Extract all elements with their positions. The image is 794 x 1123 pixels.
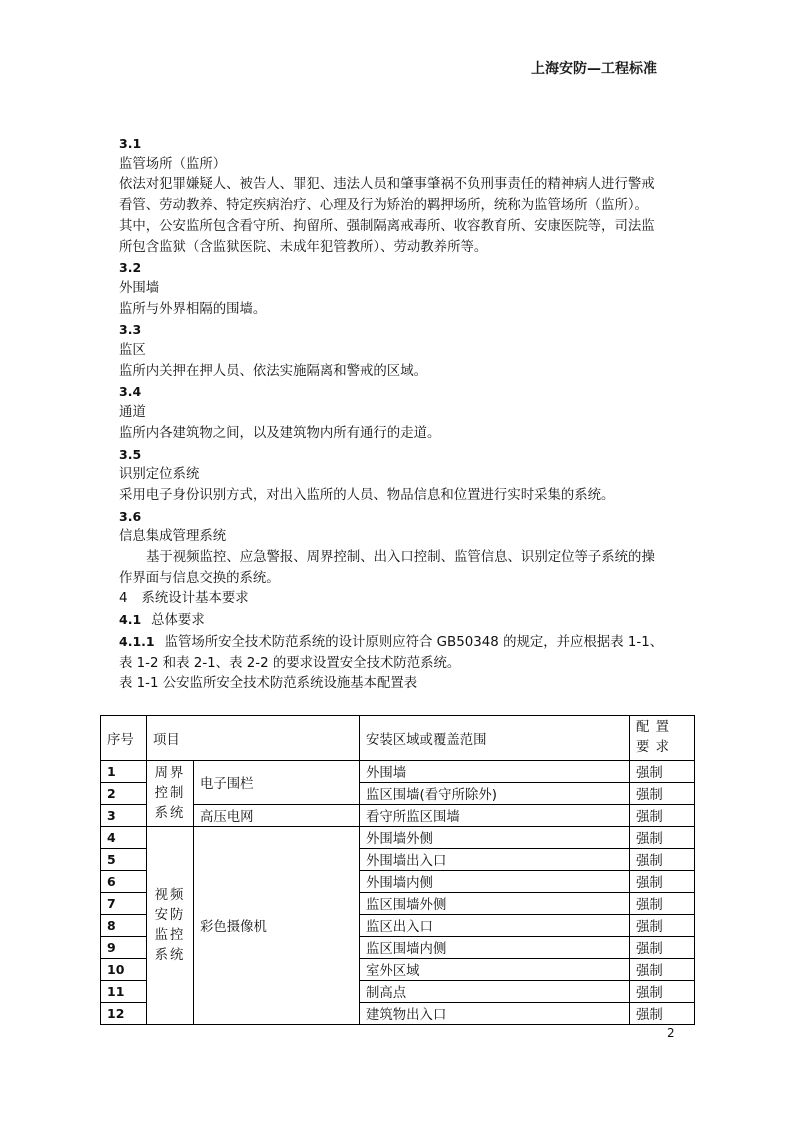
config-requirement: 强制 [630,1003,695,1025]
row-number: 8 [101,915,147,937]
install-area: 外围墙内侧 [360,871,630,893]
definition-line: 依法对犯罪嫌疑人、被告人、罪犯、违法人员和肇事肇祸不负刑事责任的精神病人进行警戒 [119,177,655,193]
install-area: 外围墙外侧 [360,827,630,849]
clause-line [119,632,679,654]
definition-line: 其中，公安监所包含看守所、拘留所、强制隔离戒毒所、收容教育所、安康医院等，司法监 [119,218,655,234]
subsection-number: 4.1 [119,612,142,628]
table-row [101,761,695,783]
config-requirement: 强制 [630,761,695,783]
group-perimeter-control: 周界控制系统 [147,761,194,827]
document-body [119,134,679,695]
install-area: 建筑物出入口 [360,1003,630,1025]
clause-number: 3.1 [119,136,142,151]
section-heading [119,589,679,610]
definition-line: 监所内各建筑物之间，以及建筑物内所有通行的走道。 [119,425,441,441]
device-name: 高压电网 [194,805,360,827]
subsection-heading [119,610,679,632]
config-requirement: 强制 [630,893,695,915]
header-item: 项目 [147,716,360,761]
clause-number: 3.5 [119,446,142,462]
install-area: 看守所监区围墙 [360,805,630,827]
definition-line: 基于视频监控、应急警报、周界控制、出入口控制、监管信息、识别定位等子系统的操 [146,550,655,566]
term-title: 识别定位系统 [119,467,200,483]
config-requirement: 强制 [630,805,695,827]
row-number: 1 [101,761,147,783]
config-requirement: 强制 [630,871,695,893]
config-requirement: 强制 [630,827,695,849]
config-requirement: 强制 [630,915,695,937]
row-number: 5 [101,849,147,871]
term-title: 通道 [119,405,146,421]
subsection-title: 总体要求 [151,613,205,629]
term-title: 外围墙 [119,280,160,296]
config-requirement: 强制 [630,849,695,871]
definition-line: 所包含监狱（含监狱医院、未成年犯管教所）、劳动教养所等。 [119,239,488,255]
row-number: 10 [101,959,147,981]
clause-number: 3.2 [119,260,142,276]
install-area: 外围墙 [360,761,630,783]
install-area: 监区围墙(看守所除外) [360,783,630,805]
install-area: 外围墙出入口 [360,849,630,871]
clause-text: 表 1-2 和表 2-1、表 2-2 的要求设置安全技术防范系统。 [119,655,461,671]
config-requirement: 强制 [630,959,695,981]
clause-text: 监管场所安全技术防范系统的设计原则应符合 GB50348 的规定，并应根据表 1-1、 [164,634,664,650]
config-requirement: 强制 [630,937,695,959]
table-caption: 表 1-1 公安监所安全技术防范系统设施基本配置表 [119,676,418,692]
definition-line: 监所与外界相隔的围墙。 [119,301,267,317]
row-number: 3 [101,805,147,827]
row-number: 4 [101,827,147,849]
row-number: 9 [101,937,147,959]
header-no: 序号 [101,716,147,761]
install-area: 制高点 [360,981,630,1003]
term-title: 监管场所（监所） [119,156,227,172]
row-number: 2 [101,783,147,805]
device-name: 电子围栏 [194,761,360,805]
term-title: 监区 [119,343,146,359]
row-number: 7 [101,893,147,915]
definition-line: 作界面与信息交换的系统。 [119,570,280,586]
definition-line: 看管、劳动教养、特定疾病治疗、心理及行为矫治的羁押场所，统称为监管场所（监所）。 [119,198,648,214]
page-header-title: 上海安防—工程标准 [531,61,657,77]
row-number: 12 [101,1003,147,1025]
clause-number: 3.4 [119,384,142,400]
config-requirement: 强制 [630,783,695,805]
table-row [101,827,695,849]
header-rule [100,82,690,83]
definition-line: 监所内关押在押人员、依法实施隔离和警戒的区域。 [119,363,427,379]
config-table [100,715,695,1025]
clause-number: 3.3 [119,322,142,338]
header-config: 配 置 要 求 [630,716,695,761]
row-number: 11 [101,981,147,1003]
table-header-row [101,716,695,761]
section-title: 系统设计基本要求 [141,591,249,607]
install-area: 监区出入口 [360,915,630,937]
clause-number: 4.1.1 [119,633,155,649]
row-number: 6 [101,871,147,893]
device-name: 彩色摄像机 [194,827,360,1025]
term-title: 信息集成管理系统 [119,529,227,545]
install-area: 监区围墙内侧 [360,937,630,959]
page-number: 2 [667,1026,675,1040]
clause-number: 3.6 [119,508,142,524]
install-area: 监区围墙外侧 [360,893,630,915]
header-area: 安装区域或覆盖范围 [360,716,630,761]
install-area: 室外区域 [360,959,630,981]
definition-line: 采用电子身份识别方式，对出入监所的人员、物品信息和位置进行实时采集的系统。 [119,487,615,503]
config-requirement: 强制 [630,981,695,1003]
section-number: 4 [119,591,128,607]
group-video-surveillance: 视频安防监控系统 [147,827,194,1025]
